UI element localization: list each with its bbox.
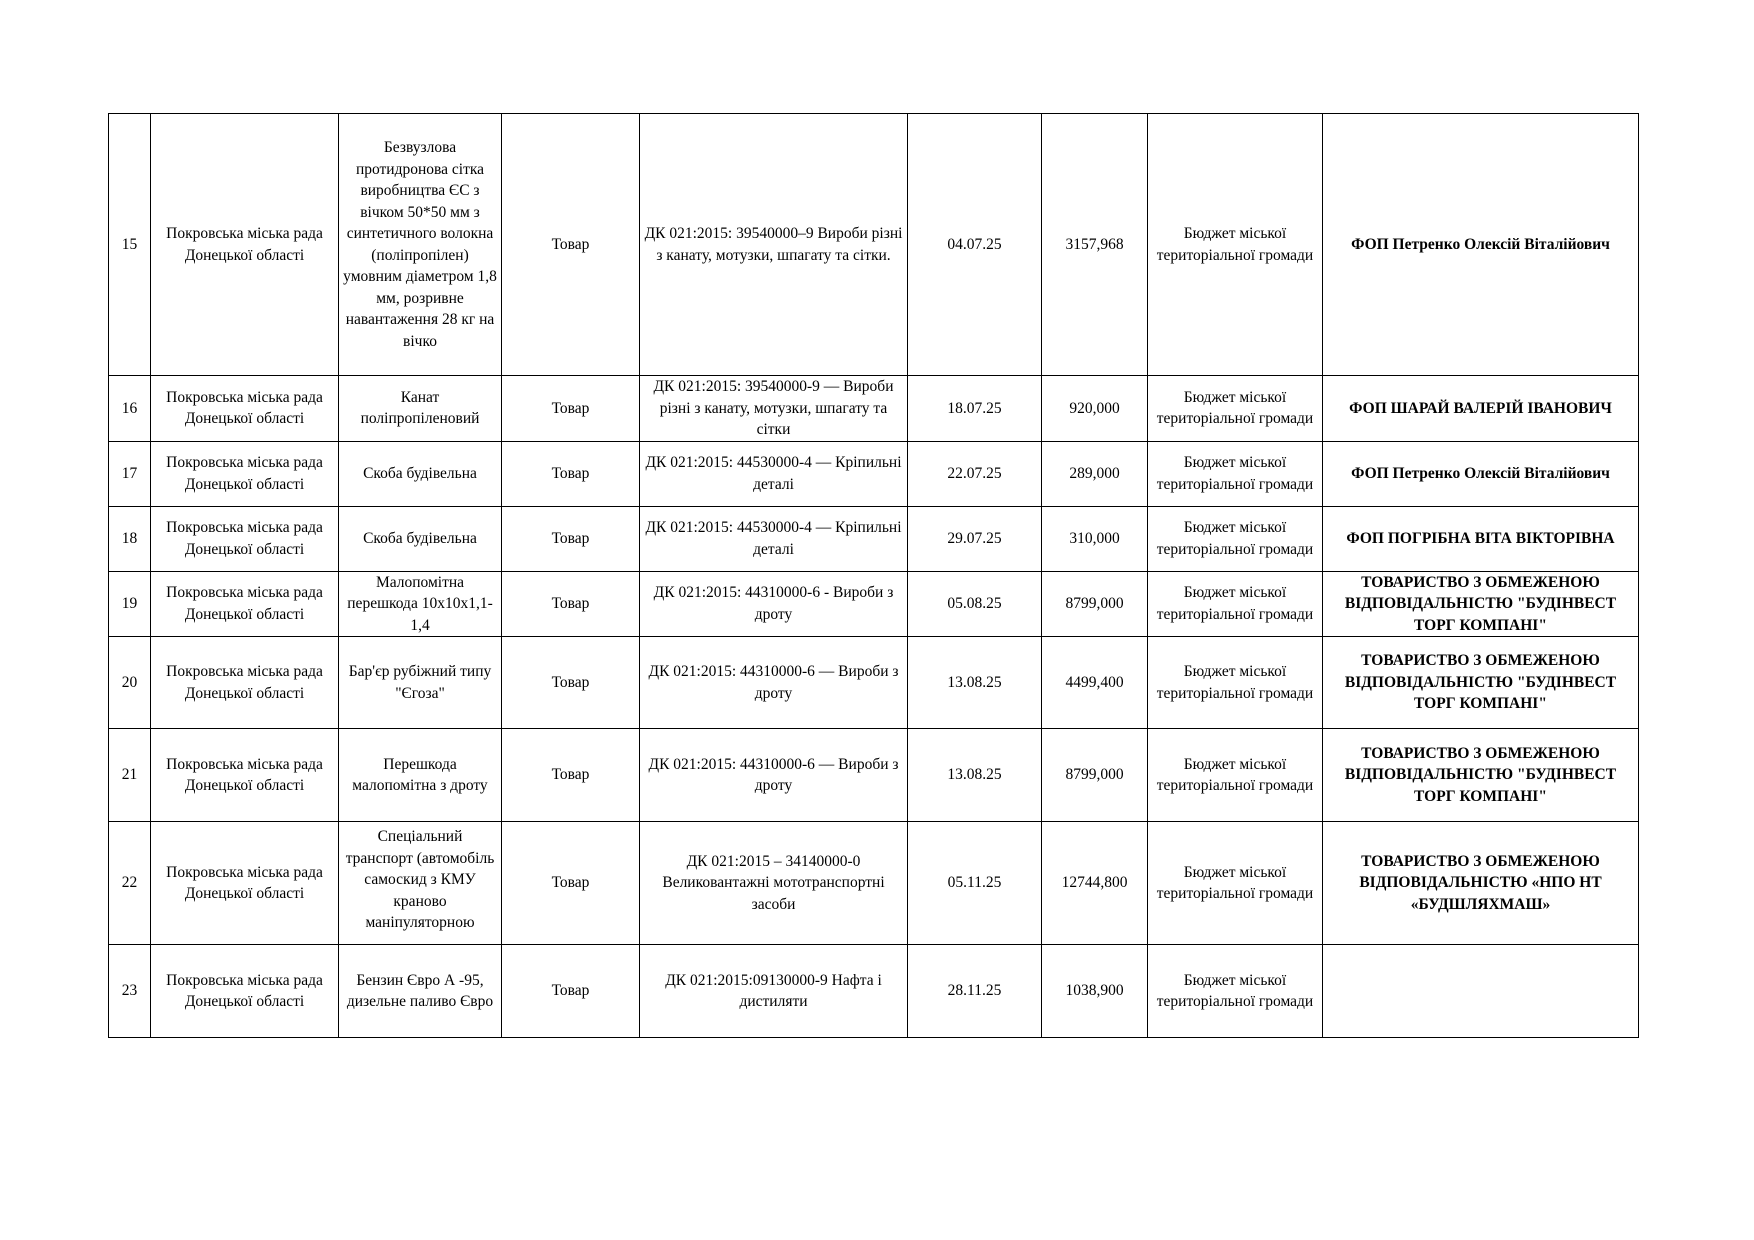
- contract-date: 18.07.25: [908, 376, 1042, 442]
- item-description: Бар'єр рубіжний типу "Єгоза": [339, 637, 502, 729]
- funding-source: Бюджет міської територіальної громади: [1148, 729, 1323, 822]
- supplier-name: ТОВАРИСТВО З ОБМЕЖЕНОЮ ВІДПОВІДАЛЬНІСТЮ "БУДІНВЕСТ ТОРГ КОМПАНІ": [1323, 637, 1639, 729]
- table-row: [109, 945, 1639, 1038]
- procurement-type: Товар: [502, 945, 640, 1038]
- contract-date: 13.08.25: [908, 729, 1042, 822]
- contract-date: 04.07.25: [908, 114, 1042, 376]
- procurement-type: Товар: [502, 114, 640, 376]
- customer-name: Покровська міська рада Донецької області: [151, 945, 339, 1038]
- table-row: [109, 441, 1639, 506]
- supplier-name: ФОП ШАРАЙ ВАЛЕРІЙ ІВАНОВИЧ: [1323, 376, 1639, 442]
- funding-source: Бюджет міської територіальної громади: [1148, 376, 1323, 442]
- row-number: 15: [109, 114, 151, 376]
- classifier-code: ДК 021:2015: 44530000-4 — Кріпильні деталі: [640, 441, 908, 506]
- classifier-code: ДК 021:2015 – 34140000-0 Великовантажні мототранспортні засоби: [640, 822, 908, 945]
- classifier-code: ДК 021:2015: 44310000-6 — Вироби з дроту: [640, 729, 908, 822]
- procurement-type: Товар: [502, 571, 640, 637]
- contract-date: 28.11.25: [908, 945, 1042, 1038]
- item-description: Бензин Євро А -95, дизельне паливо Євро: [339, 945, 502, 1038]
- item-description: Скоба будівельна: [339, 441, 502, 506]
- row-number: 18: [109, 506, 151, 571]
- item-description: [339, 822, 502, 945]
- funding-source: Бюджет міської територіальної громади: [1148, 945, 1323, 1038]
- table-row: [109, 506, 1639, 571]
- customer-name: Покровська міська рада Донецької області: [151, 376, 339, 442]
- procurement-type: Товар: [502, 506, 640, 571]
- funding-source: Бюджет міської територіальної громади: [1148, 637, 1323, 729]
- procurement-type: Товар: [502, 637, 640, 729]
- supplier-name: ФОП ПОГРІБНА ВІТА ВІКТОРІВНА: [1323, 506, 1639, 571]
- classifier-code: ДК 021:2015: 39540000-9 — Вироби різні з канату, мотузки, шпагату та сітки: [640, 376, 908, 442]
- funding-source: Бюджет міської територіальної громади: [1148, 822, 1323, 945]
- classifier-code: ДК 021:2015: 44310000-6 — Вироби з дроту: [640, 637, 908, 729]
- contract-amount: 920,000: [1042, 376, 1148, 442]
- supplier-name: [1323, 945, 1639, 1038]
- customer-name: Покровська міська рада Донецької області: [151, 571, 339, 637]
- customer-name: Покровська міська рада Донецької області: [151, 729, 339, 822]
- classifier-code: ДК 021:2015:09130000-9 Нафта і дистиляти: [640, 945, 908, 1038]
- row-number: 17: [109, 441, 151, 506]
- row-number: 21: [109, 729, 151, 822]
- contract-amount: 8799,000: [1042, 729, 1148, 822]
- table-row: [109, 114, 1639, 376]
- contract-date: 22.07.25: [908, 441, 1042, 506]
- table-row: [109, 822, 1639, 945]
- customer-name: Покровська міська рада Донецької області: [151, 822, 339, 945]
- procurement-type: Товар: [502, 822, 640, 945]
- contract-date: 13.08.25: [908, 637, 1042, 729]
- row-number: 16: [109, 376, 151, 442]
- procurement-sheet: [108, 113, 1639, 1038]
- item-description-text: Спеціальний транспорт (автомобіль самоскид з КМУ краново маніпуляторною: [345, 828, 495, 931]
- contract-amount: 310,000: [1042, 506, 1148, 571]
- supplier-name: ТОВАРИСТВО З ОБМЕЖЕНОЮ ВІДПОВІДАЛЬНІСТЮ "БУДІНВЕСТ ТОРГ КОМПАНІ": [1323, 571, 1639, 637]
- contract-date: 29.07.25: [908, 506, 1042, 571]
- contract-amount: 289,000: [1042, 441, 1148, 506]
- item-description: Перешкода малопомітна з дроту: [339, 729, 502, 822]
- contract-date: 05.11.25: [908, 822, 1042, 945]
- row-number: 23: [109, 945, 151, 1038]
- funding-source: Бюджет міської територіальної громади: [1148, 114, 1323, 376]
- procurement-type: Товар: [502, 376, 640, 442]
- classifier-code: ДК 021:2015: 44310000-6 - Вироби з дроту: [640, 571, 908, 637]
- procurement-table: [108, 113, 1639, 1038]
- procurement-type: Товар: [502, 441, 640, 506]
- item-description: Канат поліпропіленовий: [339, 376, 502, 442]
- row-number: 19: [109, 571, 151, 637]
- customer-name: Покровська міська рада Донецької області: [151, 114, 339, 376]
- table-row: [109, 571, 1639, 637]
- contract-amount: 3157,968: [1042, 114, 1148, 376]
- funding-source: Бюджет міської територіальної громади: [1148, 571, 1323, 637]
- contract-amount: 1038,900: [1042, 945, 1148, 1038]
- item-description: Малопомітна перешкода 10х10х1,1-1,4: [339, 571, 502, 637]
- contract-amount: 4499,400: [1042, 637, 1148, 729]
- row-number: 20: [109, 637, 151, 729]
- contract-amount: 12744,800: [1042, 822, 1148, 945]
- supplier-name: ТОВАРИСТВО З ОБМЕЖЕНОЮ ВІДПОВІДАЛЬНІСТЮ "БУДІНВЕСТ ТОРГ КОМПАНІ": [1323, 729, 1639, 822]
- procurement-type: Товар: [502, 729, 640, 822]
- supplier-name: ФОП Петренко Олексій Віталійович: [1323, 441, 1639, 506]
- row-number: 22: [109, 822, 151, 945]
- table-row: [109, 637, 1639, 729]
- contract-amount: 8799,000: [1042, 571, 1148, 637]
- classifier-code: ДК 021:2015: 39540000–9 Вироби різні з канату, мотузки, шпагату та сітки.: [640, 114, 908, 376]
- item-description: Скоба будівельна: [339, 506, 502, 571]
- funding-source: Бюджет міської територіальної громади: [1148, 506, 1323, 571]
- customer-name: Покровська міська рада Донецької області: [151, 637, 339, 729]
- classifier-code: ДК 021:2015: 44530000-4 — Кріпильні деталі: [640, 506, 908, 571]
- customer-name: Покровська міська рада Донецької області: [151, 506, 339, 571]
- table-row: [109, 376, 1639, 442]
- contract-date: 05.08.25: [908, 571, 1042, 637]
- item-description: Безвузлова протидронова сітка виробництва ЄС з вічком 50*50 мм з синтетичного волокна (поліпропілен) умовним діаметром 1,8 мм, розривне навантаження 28 кг на вічко: [339, 114, 502, 376]
- table-row: [109, 729, 1639, 822]
- funding-source: Бюджет міської територіальної громади: [1148, 441, 1323, 506]
- supplier-name: ФОП Петренко Олексій Віталійович: [1323, 114, 1639, 376]
- supplier-name: ТОВАРИСТВО З ОБМЕЖЕНОЮ ВІДПОВІДАЛЬНІСТЮ «НПО НТ «БУДШЛЯХМАШ»: [1323, 822, 1639, 945]
- customer-name: Покровська міська рада Донецької області: [151, 441, 339, 506]
